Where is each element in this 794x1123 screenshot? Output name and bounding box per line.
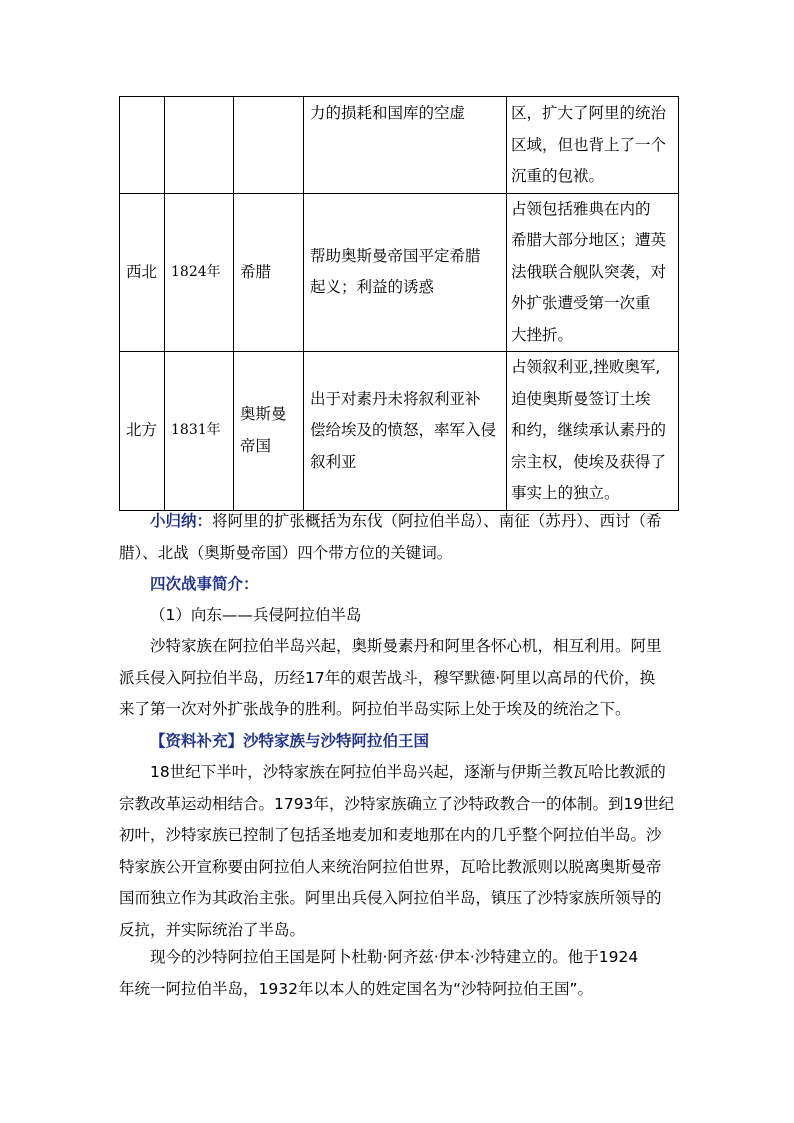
target-cell bbox=[234, 352, 304, 511]
paragraph-line: 特家族公开宣称要由阿拉伯人来统治阿拉伯世界，瓦哈比教派则以脱离奥斯曼帝 bbox=[119, 857, 662, 876]
result-cell bbox=[507, 352, 679, 511]
region-cell: 西北 bbox=[120, 193, 165, 352]
east-paragraph bbox=[119, 631, 677, 726]
result-line: 区域，但也背上了一个 bbox=[511, 135, 667, 154]
paragraph-line: 年统一阿拉伯半岛，1932年以本人的姓定国名为“沙特阿拉伯王国”。 bbox=[119, 979, 594, 998]
subsection-heading bbox=[119, 600, 677, 632]
four-wars-heading: 四次战事简介： bbox=[150, 575, 259, 593]
result-line: 希腊大部分地区；遭英 bbox=[511, 231, 667, 249]
year-cell bbox=[165, 97, 234, 194]
reason-line: 出于对素丹未将叙利亚补 bbox=[310, 389, 481, 408]
summary-paragraph bbox=[119, 506, 677, 569]
region-cell bbox=[120, 97, 165, 194]
summary-text: 将阿里的扩张概括为东伐（阿拉伯半岛）、南征（苏丹）、西讨（希 bbox=[212, 512, 662, 530]
supplement-tag: 【资料补充】 bbox=[150, 732, 244, 750]
result-line: 外扩张遭受第一次重 bbox=[511, 294, 651, 312]
result-line: 事实上的独立。 bbox=[511, 484, 620, 502]
target-line: 奥斯曼 bbox=[240, 405, 287, 424]
section-heading bbox=[119, 569, 677, 601]
supplement-title-text: 沙特家族与沙特阿拉伯王国 bbox=[243, 732, 430, 750]
region-cell: 北方 bbox=[120, 352, 165, 511]
result-line: 区，扩大了阿里的统治 bbox=[511, 104, 667, 122]
reason-cell bbox=[304, 97, 507, 194]
result-line: 占领叙利亚,挫败奥军, bbox=[511, 358, 661, 376]
result-line: 大挫折。 bbox=[511, 325, 574, 344]
target-cell: 希腊 bbox=[234, 193, 304, 352]
reason-cell bbox=[304, 352, 507, 511]
paragraph-line: 来了第一次对外扩张战争的胜利。阿拉伯半岛实际上处于埃及的统治之下。 bbox=[119, 700, 631, 718]
saudi-paragraph-1 bbox=[119, 757, 677, 946]
table-row bbox=[120, 193, 679, 352]
result-cell bbox=[507, 97, 679, 194]
summary-line: 腊）、北战（奥斯曼帝国）四个带方位的关键词。 bbox=[119, 543, 453, 562]
expansion-table bbox=[119, 96, 679, 511]
reason-line: 力的损耗和国库的空虚 bbox=[310, 104, 466, 122]
east-subheading: （1）向东——兵侵阿拉伯半岛 bbox=[150, 606, 362, 624]
supplement-heading bbox=[119, 726, 677, 758]
result-line: 法俄联合舰队突袭，对 bbox=[511, 262, 667, 281]
paragraph-line: 现今的沙特阿拉伯王国是阿卜杜勒·阿齐兹·伊本·沙特建立的。他于1924 bbox=[150, 948, 639, 966]
paragraph-line: 派兵侵入阿拉伯半岛，历经17年的艰苦战斗，穆罕默德·阿里以高昂的代价，换 bbox=[119, 668, 656, 687]
reason-cell bbox=[304, 193, 507, 352]
paragraph-line: 反抗，并实际统治了半岛。 bbox=[119, 920, 306, 939]
result-line: 和约，继续承认素丹的 bbox=[511, 421, 667, 439]
result-line: 沉重的包袱。 bbox=[511, 167, 605, 185]
result-line: 迫使奥斯曼签订土埃 bbox=[511, 389, 651, 408]
reason-line: 起义；利益的诱惑 bbox=[310, 278, 435, 297]
summary-line bbox=[119, 506, 677, 538]
year-cell: 1831年 bbox=[165, 352, 234, 511]
target-line: 帝国 bbox=[240, 436, 272, 455]
reason-line: 帮助奥斯曼帝国平定希腊 bbox=[310, 246, 481, 265]
paragraph-line: 18世纪下半叶，沙特家族在阿拉伯半岛兴起，逐渐与伊斯兰教瓦哈比教派的 bbox=[150, 763, 666, 781]
summary-label: 小归纳： bbox=[150, 512, 213, 530]
paragraph-line: 初叶，沙特家族已控制了包括圣地麦加和麦地那在内的几乎整个阿拉伯半岛。沙 bbox=[119, 826, 662, 844]
target-cell bbox=[234, 97, 304, 194]
paragraph-line: 国而独立作为其政治主张。阿里出兵侵入阿拉伯半岛，镇压了沙特家族所领导的 bbox=[119, 889, 662, 907]
year-cell: 1824年 bbox=[165, 193, 234, 352]
paragraph-line: 宗教改革运动相结合。1793年，沙特家族确立了沙特政教合一的体制。到19世纪 bbox=[119, 794, 675, 813]
saudi-paragraph-2 bbox=[119, 942, 677, 1005]
table-row bbox=[120, 352, 679, 511]
reason-line: 叙利亚 bbox=[310, 452, 357, 471]
paragraph-line: 沙特家族在阿拉伯半岛兴起，奥斯曼素丹和阿里各怀心机，相互利用。阿里 bbox=[150, 637, 662, 655]
result-line: 占领包括雅典在内的 bbox=[511, 199, 651, 218]
table-row bbox=[120, 97, 679, 194]
supplement-title bbox=[119, 726, 677, 758]
result-line: 宗主权，使埃及获得了 bbox=[511, 452, 667, 471]
result-cell bbox=[507, 193, 679, 352]
reason-line: 偿给埃及的愤怒，率军入侵 bbox=[310, 421, 497, 439]
